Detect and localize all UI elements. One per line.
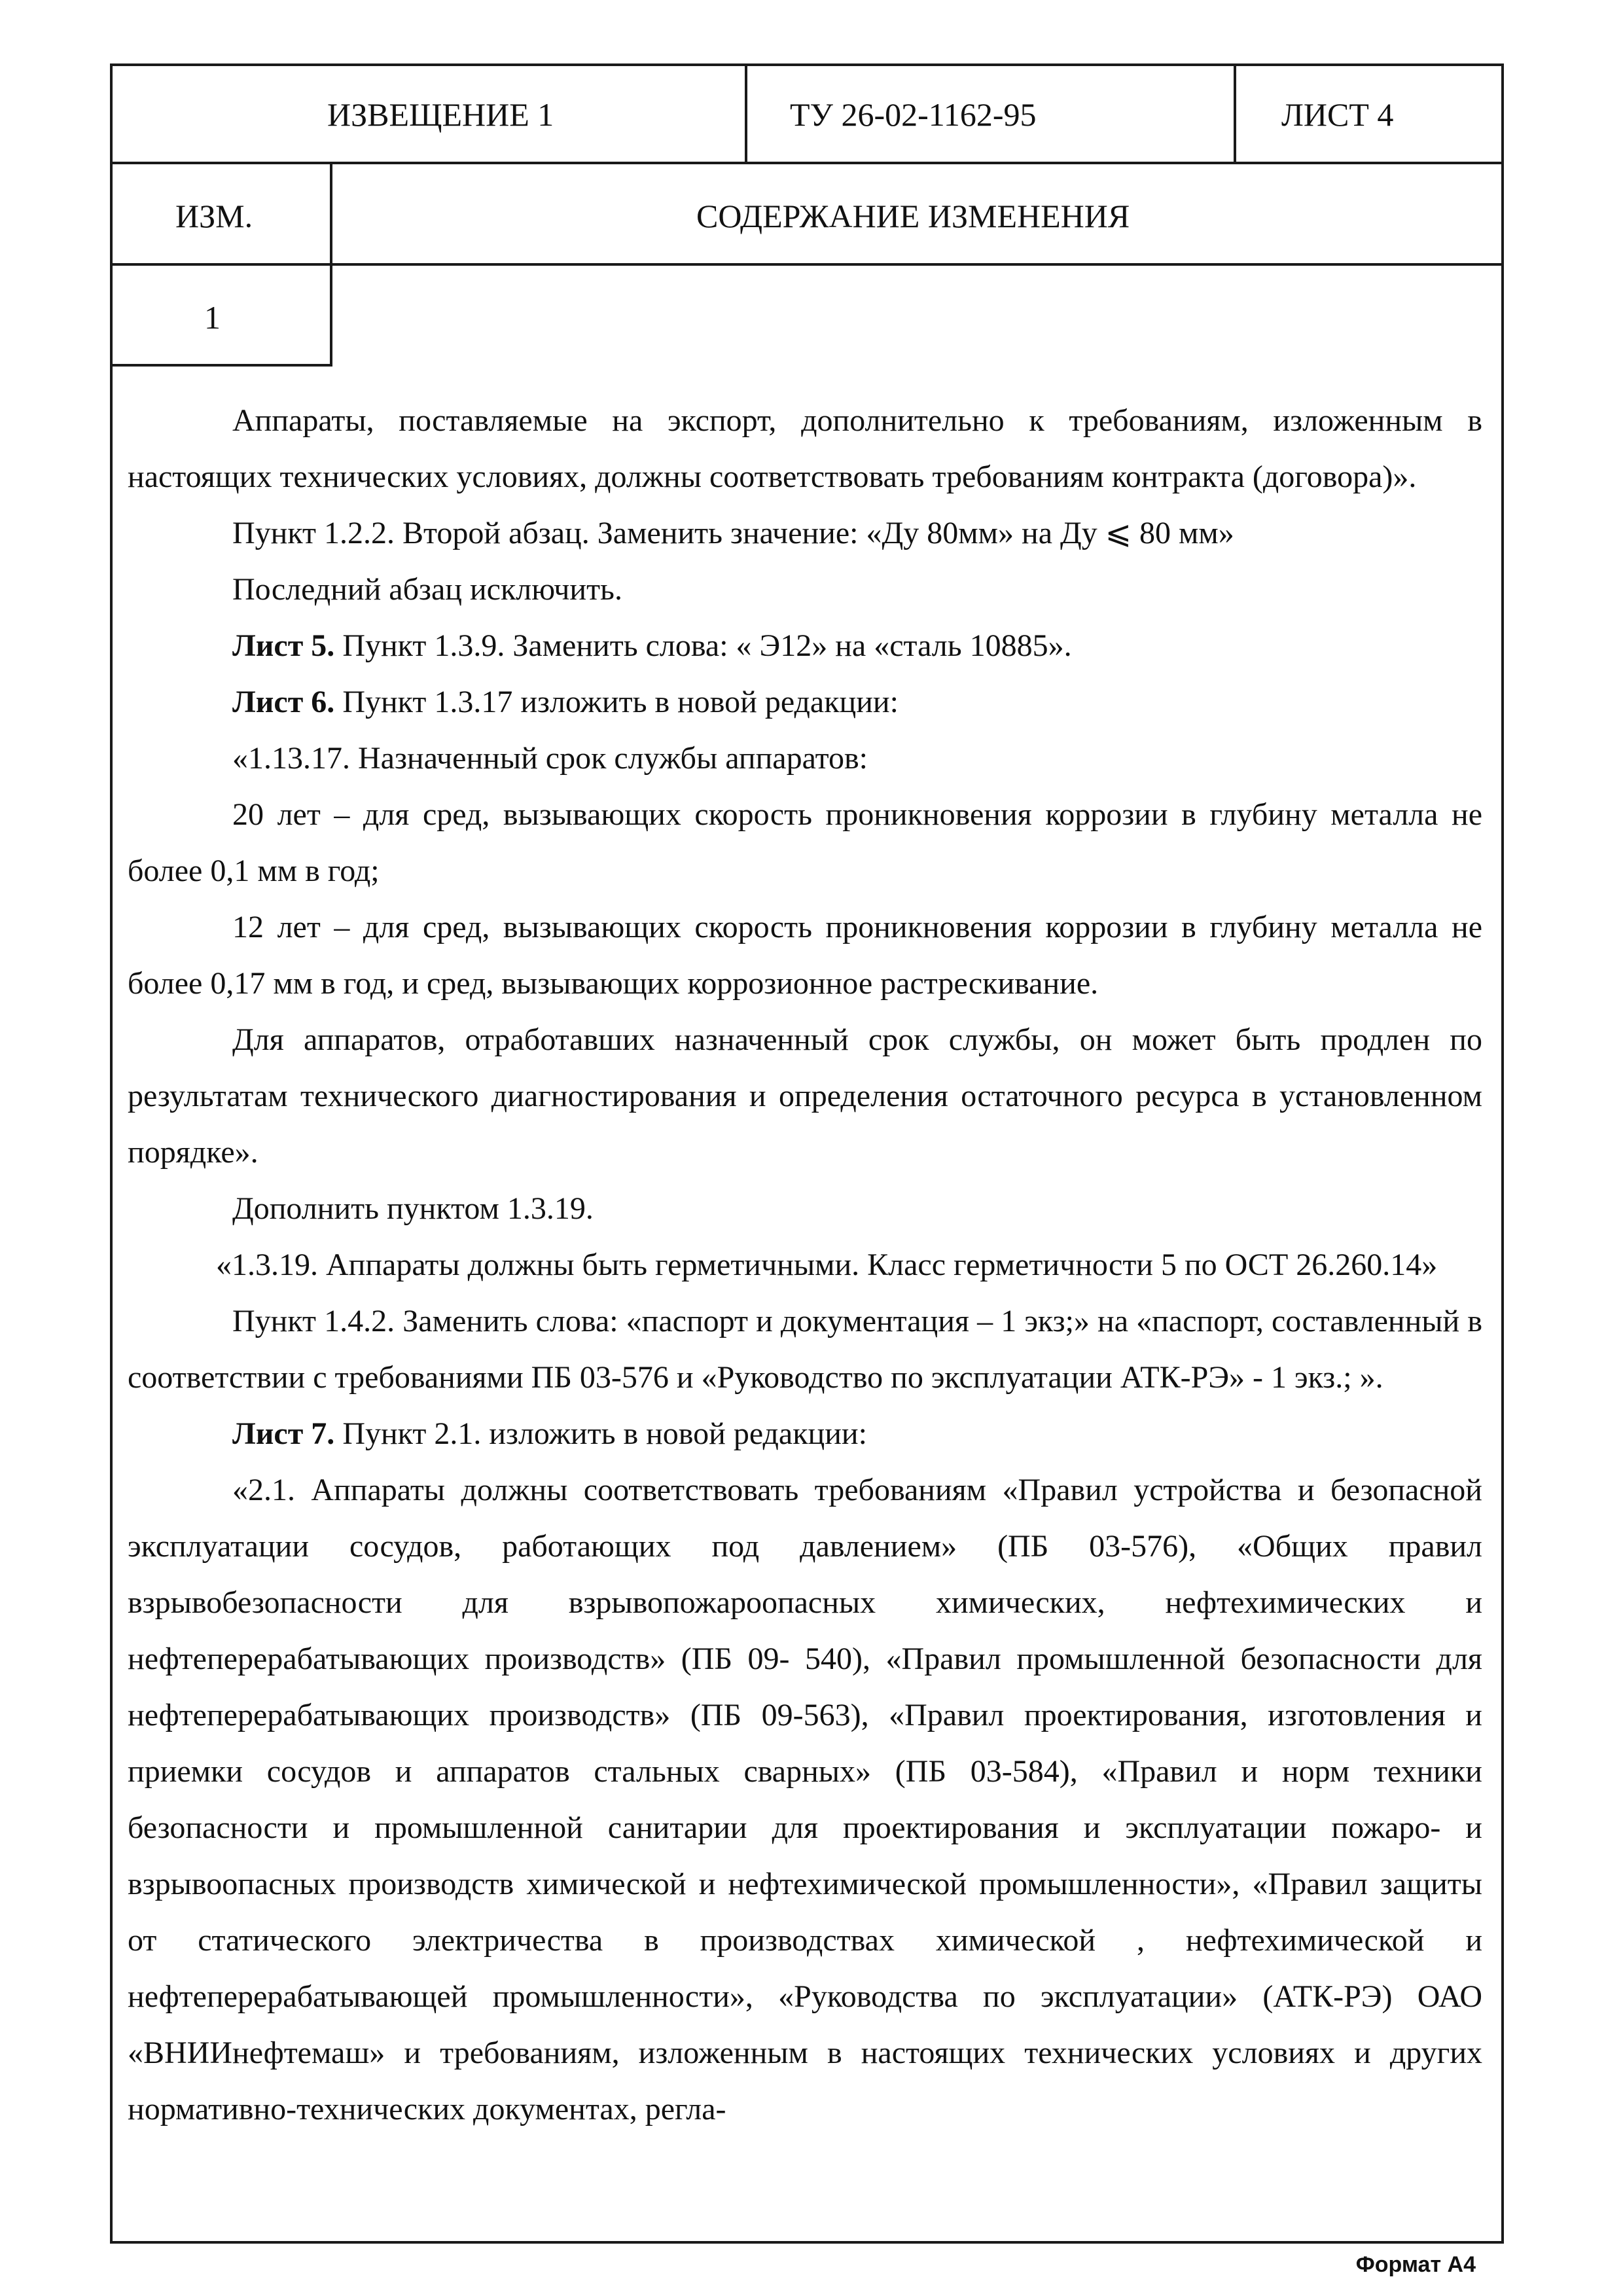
format-label: Формат А4: [1355, 2252, 1476, 2277]
sheet-7-label: Лист 7.: [232, 1416, 335, 1451]
change-content: [128, 393, 1482, 2138]
change-number-cell-bottom: [110, 364, 332, 367]
paragraph-1-2-2: Пункт 1.2.2. Второй абзац. Заменить значение: «Ду 80мм» на Ду ⩽ 80 мм»: [232, 516, 1234, 550]
header-divider-2: [110, 263, 1504, 266]
paragraph-extension: Для аппаратов, отработавших назначенный срок службы, он может быть продлен по результатам технического диагностирования и определения остаточного ресурса в установленном порядке».: [128, 1022, 1482, 1170]
sheet-number: ЛИСТ 4: [1281, 96, 1394, 133]
paragraph-1-4-2: Пункт 1.4.2. Заменить слова: «паспорт и документация – 1 экз;» на «паспорт, составленный в соответствии с требованиями ПБ 03-576 и «Руководство по эксплуатации АТК-РЭ» - 1 экз.; ».: [128, 1304, 1482, 1395]
notice-title: ИЗВЕЩЕНИЕ 1: [327, 96, 554, 133]
paragraph-export: Аппараты, поставляемые на экспорт, дополнительно к требованиям, изложенным в настоящих технических условиях, должны соответствовать требованиям контракта (договора)».: [128, 403, 1482, 494]
change-column-label: ИЗМ.: [175, 198, 253, 234]
paragraph-sheet-5: [128, 618, 1482, 674]
paragraph-1-3-19: «1.3.19. Аппараты должны быть герметичными. Класс герметичности 5 по ОСТ 26.260.14»: [216, 1247, 1438, 1282]
sheet-6-label: Лист 6.: [232, 685, 335, 719]
content-column-label: СОДЕРЖАНИЕ ИЗМЕНЕНИЯ: [696, 198, 1130, 234]
document-code: ТУ 26-02-1162-95: [790, 96, 1037, 133]
change-col-divider: [330, 162, 332, 367]
paragraph-12-years: 12 лет – для сред, вызывающих скорость проникновения коррозии в глубину металла не более 0,17 мм в год, и сред, вызывающих коррозионное растрескивание.: [128, 910, 1482, 1001]
sheet-6-text: Пункт 1.3.17 изложить в новой редакции:: [334, 685, 899, 719]
sheet-7-text: Пункт 2.1. изложить в новой редакции:: [334, 1416, 867, 1451]
header-col-divider-1: [745, 63, 747, 164]
paragraph-add-1-3-19: Дополнить пунктом 1.3.19.: [232, 1191, 594, 1226]
paragraph-2-1: «2.1. Аппараты должны соответствовать требованиям «Правил устройства и безопасной эксплуатации сосудов, работающих под давлением» (ПБ 03-576), «Общих правил взрывобезопасности для взрывопожароопасных химических, нефтехимических и нефтеперерабатывающих производств» (ПБ 09- 540), «Правил промышленной безопасности для нефтеперерабатывающих производств» (ПБ 09-563), «Правил проектирования, изготовления и приемки сосудов и аппаратов стальных сварных» (ПБ 03-584), «Правил и норм техники безопасности и промышленной санитарии для проектирования и эксплуатации пожаро- и взрывоопасных производств химической и нефтехимической промышленности», «Правил защиты от статического электричества в производствах химической , нефтехимической и нефтеперерабатывающей промышленности», «Руководства по эксплуатации» (АТК-РЭ) ОАО «ВНИИнефтемаш» и требованиям, изложенным в настоящих технических условиях и других нормативно-технических документах, регла-: [128, 1473, 1482, 2126]
sheet-5-label: Лист 5.: [232, 628, 335, 663]
change-number: 1: [204, 299, 221, 336]
header-divider-1: [110, 162, 1504, 164]
sheet-5-text: Пункт 1.3.9. Заменить слова: « Э12» на «сталь 10885».: [334, 628, 1072, 663]
paragraph-sheet-6: [128, 674, 1482, 730]
paragraph-sheet-7: [128, 1406, 1482, 1462]
paragraph-1-13-17: «1.13.17. Назначенный срок службы аппаратов:: [232, 741, 868, 776]
header-col-divider-2: [1234, 63, 1236, 164]
paragraph-remove-last: Последний абзац исключить.: [232, 572, 622, 607]
paragraph-20-years: 20 лет – для сред, вызывающих скорость проникновения коррозии в глубину металла не более 0,1 мм в год;: [128, 797, 1482, 888]
